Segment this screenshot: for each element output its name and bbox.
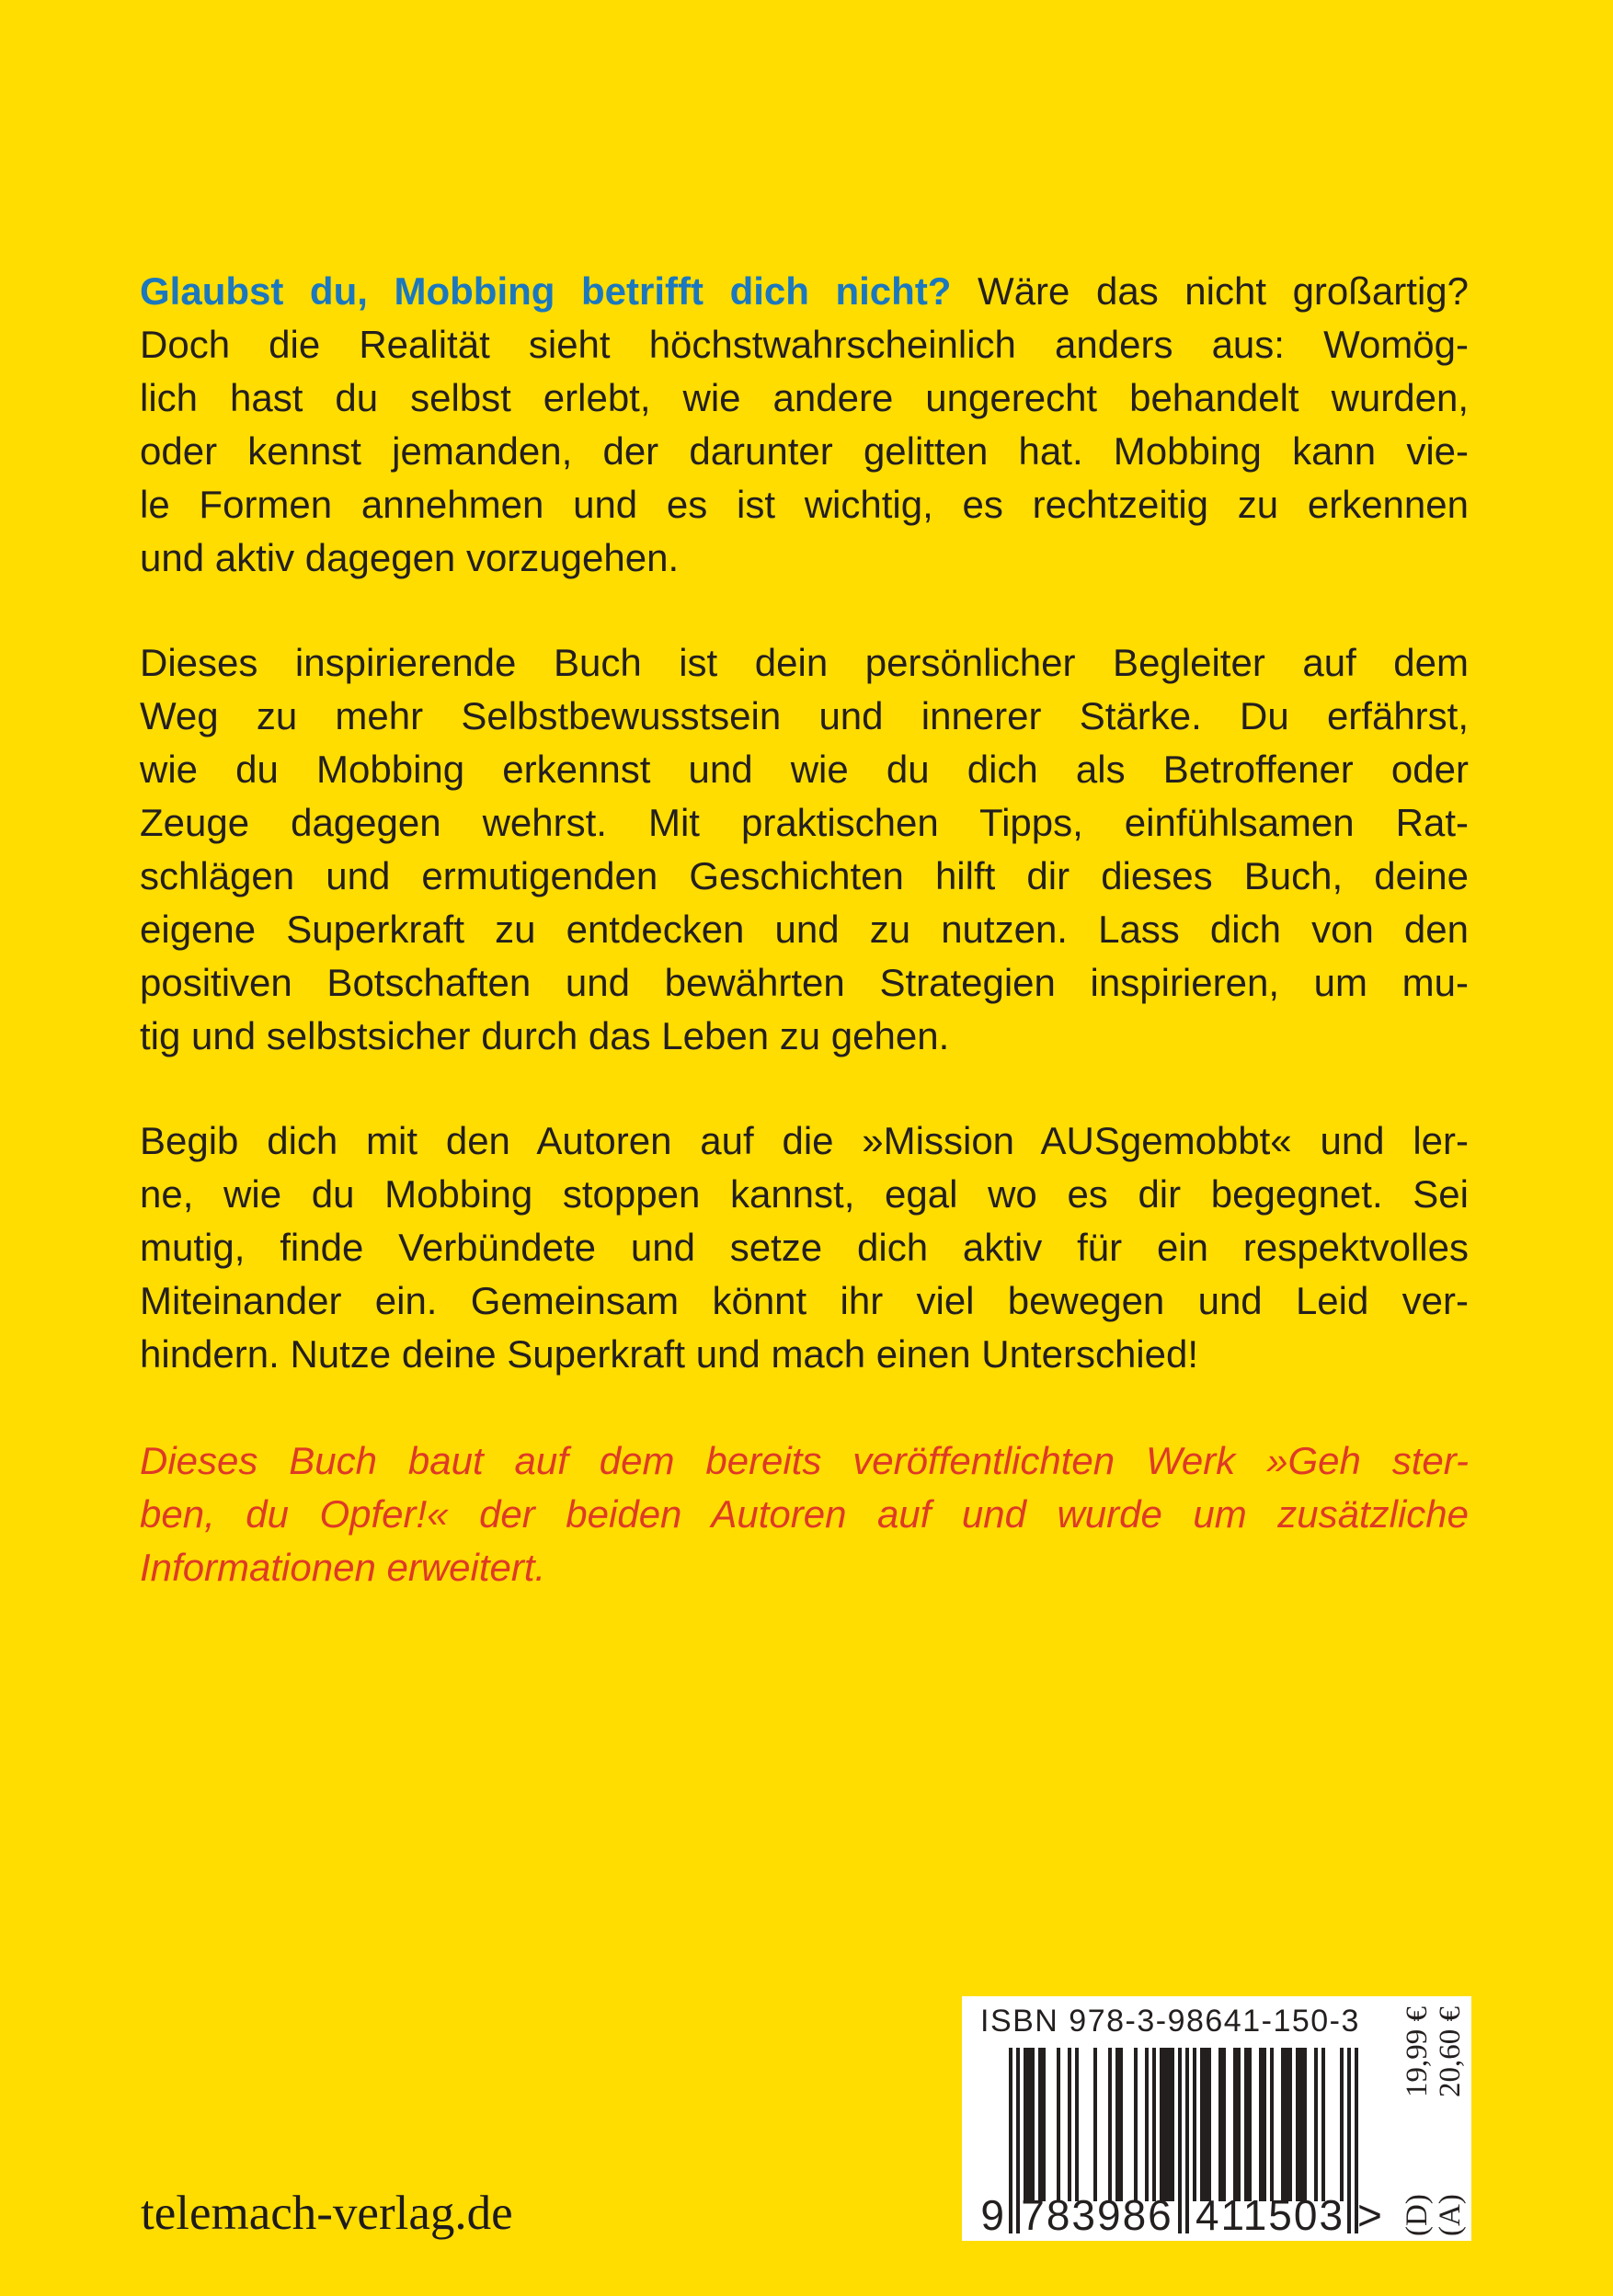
isbn-barcode-panel <box>962 1996 1471 2241</box>
price-germany <box>1401 2006 1433 2236</box>
blurb-line: und aktiv dagegen vorzugehen. <box>140 536 680 579</box>
publisher-website: telemach-verlag.de <box>141 2187 513 2240</box>
lead-question: Glaubst du, Mobbing betrifft dich nicht? <box>140 269 952 313</box>
blurb-line: lich hast du selbst erlebt, wie andere ungerecht behandelt wurden, <box>140 376 1469 419</box>
price-region-de: (D) <box>1400 2194 1434 2236</box>
price-austria <box>1435 2006 1466 2236</box>
blurb-line: wie du Mobbing erkennst und wie du dich als Betroffener oder <box>140 748 1469 791</box>
blurb-line: Dieses inspirierende Buch ist dein persönlicher Begleiter auf dem <box>140 641 1469 684</box>
blurb-line: positiven Botschaften und bewährten Strategien inspirieren, um mu- <box>140 961 1469 1004</box>
barcode-digits-group1: 783986 <box>1021 2191 1173 2239</box>
blurb-line: oder kennst jemanden, der darunter gelitten hat. Mobbing kann vie- <box>140 429 1469 473</box>
blurb-line: Zeuge dagegen wehrst. Mit praktischen Tipps, einfühlsamen Rat- <box>140 801 1469 844</box>
barcode-quiet-zone-mark: > <box>1357 2191 1382 2239</box>
blurb-line: Weg zu mehr Selbstbewusstsein und innerer Stärke. Du erfährst, <box>140 694 1469 737</box>
blurb-line: ne, wie du Mobbing stoppen kannst, egal wo es dir begegnet. Sei <box>140 1172 1469 1216</box>
blurb-line: hindern. Nutze deine Superkraft und mach einen Unterschied! <box>140 1332 1199 1376</box>
lead-rest: Wäre das nicht großartig? <box>951 269 1469 313</box>
note-line: Informationen erweitert. <box>140 1546 546 1589</box>
blurb-line <box>140 265 1469 318</box>
price-region-at: (A) <box>1433 2194 1467 2236</box>
barcode-digit-left: 9 <box>980 2191 1004 2239</box>
blurb <box>140 265 1469 1646</box>
blurb-line: mutig, finde Verbündete und setze dich aktiv für ein respektvolles <box>140 1226 1469 1269</box>
note-line: ben, du Opfer!« der beiden Autoren auf und wurde um zusätzliche <box>140 1492 1469 1536</box>
isbn-label: ISBN 978-3-98641-150-3 <box>980 2004 1360 2039</box>
blurb-line: le Formen annehmen und es ist wichtig, es rechtzeitig zu erkennen <box>140 483 1469 526</box>
paragraph-mission <box>140 1114 1469 1381</box>
price-value-de: 19,99 € <box>1400 2006 1434 2097</box>
price-value-at: 20,60 € <box>1433 2006 1467 2097</box>
blurb-line: Doch die Realität sieht höchstwahrscheinlich anders aus: Womög- <box>140 323 1469 366</box>
blurb-line: Begib dich mit den Autoren auf die »Mission AUSgemobbt« und ler- <box>140 1119 1469 1162</box>
note-line: Dieses Buch baut auf dem bereits veröffentlichten Werk »Geh ster- <box>140 1439 1469 1482</box>
edition-note <box>140 1434 1469 1594</box>
barcode-digits-group2: 411503 <box>1195 2191 1345 2239</box>
blurb-line: Miteinander ein. Gemeinsam könnt ihr viel bewegen und Leid ver- <box>140 1279 1469 1322</box>
paragraph-book-description <box>140 636 1469 1063</box>
paragraph-intro <box>140 265 1469 585</box>
blurb-line: schlägen und ermutigenden Geschichten hilft dir dieses Buch, deine <box>140 854 1469 897</box>
blurb-line: tig und selbstsicher durch das Leben zu gehen. <box>140 1014 950 1057</box>
blurb-line: eigene Superkraft zu entdecken und zu nutzen. Lass dich von den <box>140 908 1469 951</box>
